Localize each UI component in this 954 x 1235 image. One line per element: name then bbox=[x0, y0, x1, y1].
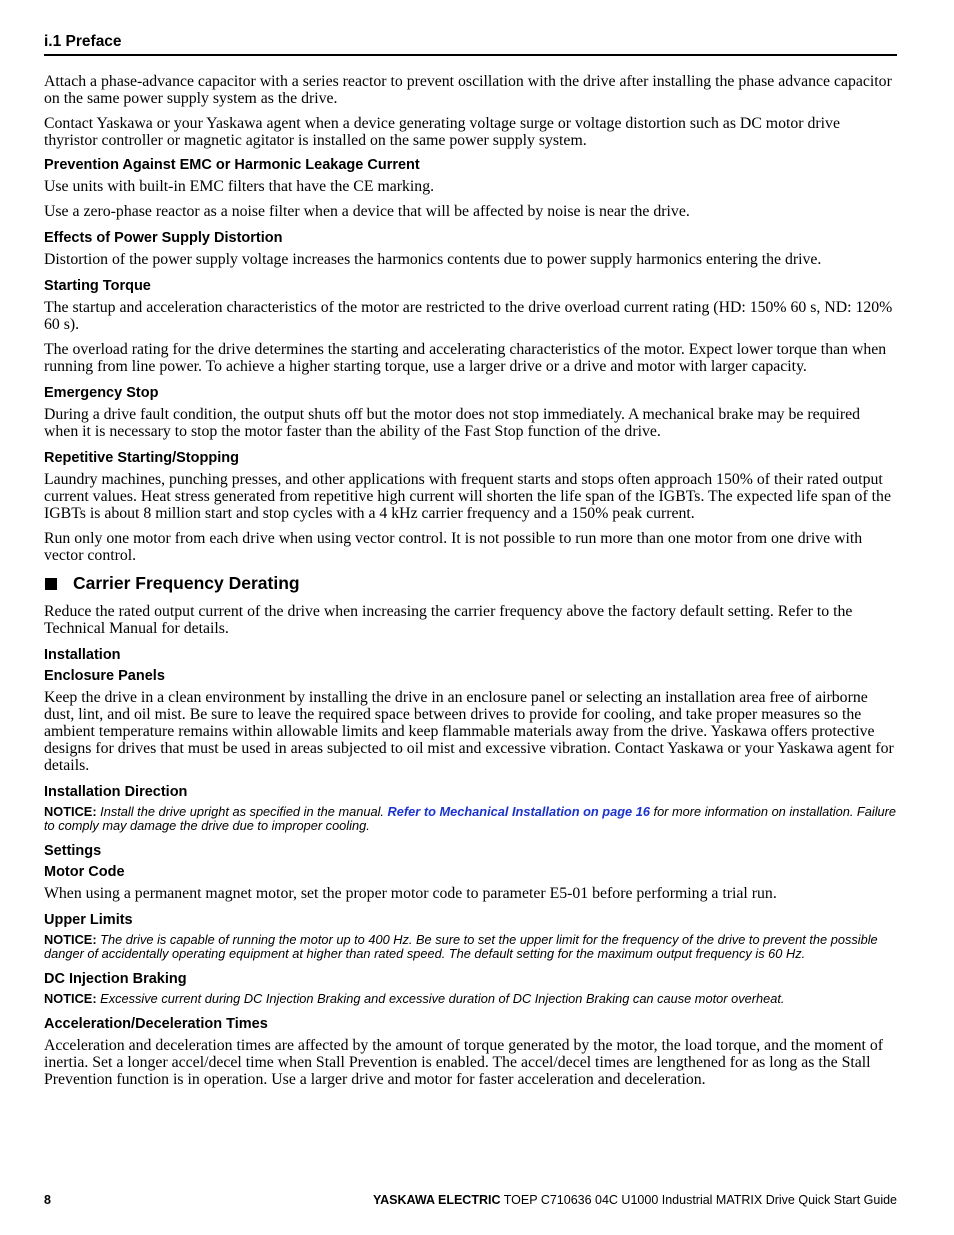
notice-label: NOTICE: bbox=[44, 804, 97, 819]
paragraph-accel-decel: Acceleration and deceleration times are affected by the amount of torque generated by the motor, the load torque, and the moment of inertia. Set a longer accel/decel time when Stall Prevention is enabled. The accel/decel times are lengthened for as long as the Stall Prevention function is in operation. Use a larger drive and motor for faster acceleration and deceleration. bbox=[44, 1037, 884, 1088]
notice-label: NOTICE: bbox=[44, 932, 97, 947]
heading-accel-decel: Acceleration/Deceleration Times bbox=[44, 1016, 268, 1032]
heading-dc-injection: DC Injection Braking bbox=[44, 971, 187, 987]
paragraph-emc-1: Use units with built-in EMC filters that have the CE marking. bbox=[44, 178, 435, 195]
paragraph-contact: Contact Yaskawa or your Yaskawa agent when a device generating voltage surge or voltage distortion such as DC motor drive thyristor controller or magnetic agitator is installed on the same power supply system. bbox=[44, 115, 840, 149]
notice-text: Excessive current during DC Injection Braking and excessive duration of DC Injection Braking can cause motor overheat. bbox=[96, 991, 785, 1006]
notice-installation-direction bbox=[44, 805, 897, 833]
heading-motor-code: Motor Code bbox=[44, 864, 125, 880]
heading-installation: Installation bbox=[44, 647, 121, 663]
footer-doc-title bbox=[373, 1193, 897, 1207]
heading-repetitive: Repetitive Starting/Stopping bbox=[44, 450, 239, 466]
paragraph-carrier: Reduce the rated output current of the drive when increasing the carrier frequency above the factory default setting. Refer to the Technical Manual for details. bbox=[44, 603, 853, 637]
page-content bbox=[44, 56, 897, 1088]
heading-carrier-frequency bbox=[44, 573, 897, 594]
notice-text-b: for more information on installation. Failure to comply may damage the drive due to improper cooling. bbox=[44, 804, 897, 833]
paragraph-capacitor: Attach a phase-advance capacitor with a series reactor to prevent oscillation with the drive after installing the phase advance capacitor on the same power supply system as the drive. bbox=[44, 73, 892, 107]
page bbox=[44, 33, 897, 1096]
heading-enclosure-panels: Enclosure Panels bbox=[44, 668, 165, 684]
page-footer bbox=[44, 1193, 897, 1207]
paragraph-enclosure: Keep the drive in a clean environment by installing the drive in an enclosure panel or selecting an installation area free of airborne dust, lint, and oil mist. Be sure to leave the required space between drives to provide for cooling, and take proper measures so the ambient temperature remains within allowable limits and keep flammable materials away from the drive. Yaskawa offers protective designs for drives that must be used in areas subjected to oil mist and excessive vibration. Contact Yaskawa or your Yaskawa agent for details. bbox=[44, 689, 894, 774]
section-header: i.1 Preface bbox=[44, 33, 897, 56]
heading-distortion: Effects of Power Supply Distortion bbox=[44, 230, 283, 246]
heading-emergency-stop: Emergency Stop bbox=[44, 385, 159, 401]
heading-installation-direction: Installation Direction bbox=[44, 784, 188, 800]
paragraph-distortion: Distortion of the power supply voltage increases the harmonics contents due to power supply harmonics entering the drive. bbox=[44, 251, 822, 268]
paragraph-emc-2: Use a zero-phase reactor as a noise filter when a device that will be affected by noise is near the drive. bbox=[44, 203, 690, 220]
footer-doc: TOEP C710636 04C U1000 Industrial MATRIX Drive Quick Start Guide bbox=[500, 1193, 897, 1207]
paragraph-torque-2: The overload rating for the drive determines the starting and accelerating characteristics of the motor. Expect lower torque than when running from line power. To achieve a higher starting torque, use a larger drive or a drive and motor with larger capacity. bbox=[44, 341, 887, 375]
heading-emc: Prevention Against EMC or Harmonic Leakage Current bbox=[44, 157, 420, 173]
notice-dc-injection bbox=[44, 992, 897, 1006]
notice-upper-limits bbox=[44, 933, 897, 961]
paragraph-motor-code: When using a permanent magnet motor, set the proper motor code to parameter E5-01 before performing a trial run. bbox=[44, 885, 777, 902]
paragraph-repetitive-2: Run only one motor from each drive when using vector control. It is not possible to run more than one motor from one drive with vector control. bbox=[44, 530, 863, 564]
paragraph-estop: During a drive fault condition, the output shuts off but the motor does not stop immediately. A mechanical brake may be required when it is necessary to stop the motor faster than the ability of the Fast Stop function of the drive. bbox=[44, 406, 860, 440]
paragraph-torque-1: The startup and acceleration characteristics of the motor are restricted to the drive overload current rating (HD: 150% 60 s, ND: 120% 60 s). bbox=[44, 299, 893, 333]
heading-carrier-text: Carrier Frequency Derating bbox=[73, 573, 300, 593]
heading-starting-torque: Starting Torque bbox=[44, 278, 151, 294]
square-bullet-icon bbox=[45, 578, 57, 590]
mechanical-installation-link[interactable]: Refer to Mechanical Installation on page 16 bbox=[387, 804, 650, 819]
notice-text: The drive is capable of running the motor up to 400 Hz. Be sure to set the upper limit for the frequency of the drive to prevent the possible danger of accidentally operating equipment at higher than rated speed. The default setting for the maximum output frequency is 60 Hz. bbox=[44, 932, 878, 961]
page-number: 8 bbox=[44, 1193, 51, 1207]
notice-label: NOTICE: bbox=[44, 991, 97, 1006]
footer-brand: YASKAWA ELECTRIC bbox=[372, 1193, 501, 1207]
heading-upper-limits: Upper Limits bbox=[44, 912, 133, 928]
paragraph-repetitive-1: Laundry machines, punching presses, and other applications with frequent starts and stops often approach 150% of their rated output current values. Heat stress generated from repetitive high current will shorten the life span of the IGBTs. The expected life span of the IGBTs is about 8 million start and stop cycles with a 4 kHz carrier frequency and a 150% peak current. bbox=[44, 471, 891, 522]
notice-text-a: Install the drive upright as specified in the manual. bbox=[96, 804, 388, 819]
heading-settings: Settings bbox=[44, 843, 102, 859]
